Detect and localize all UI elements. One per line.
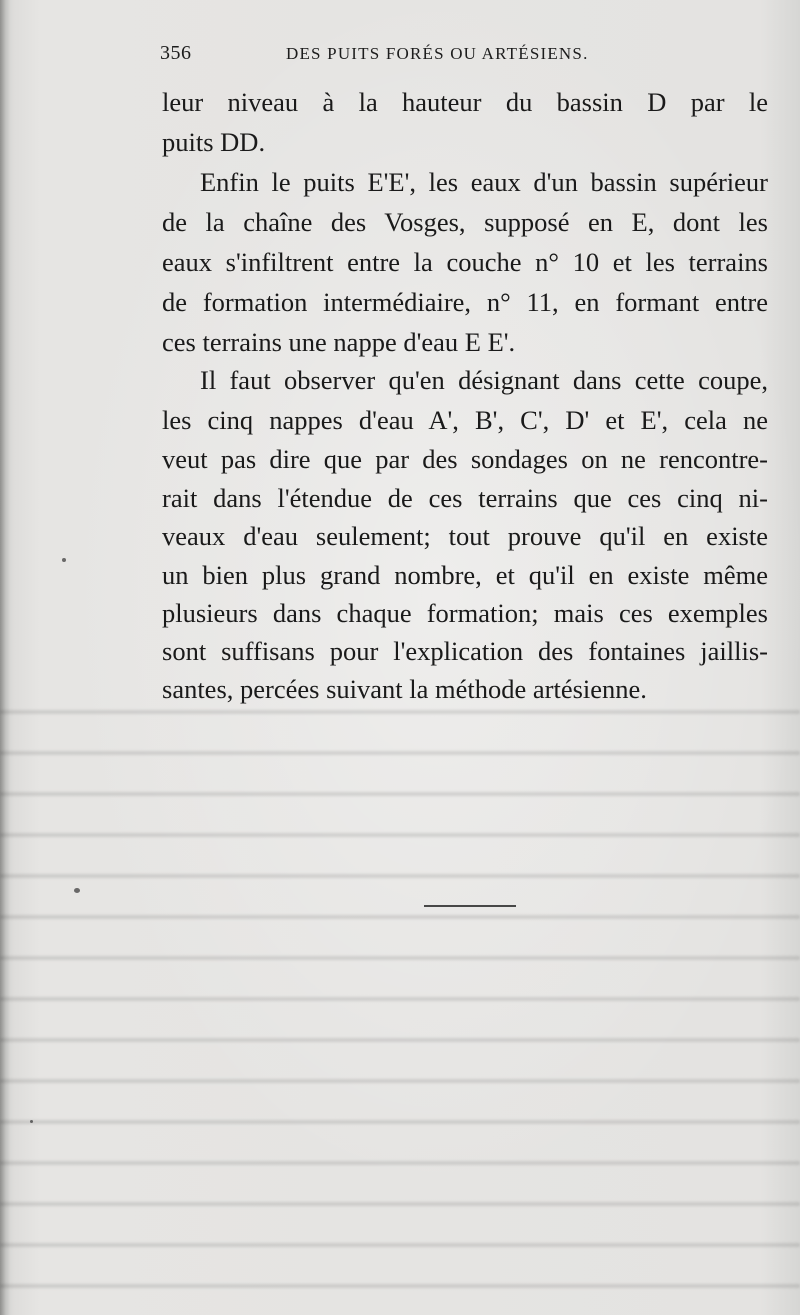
paper-speck <box>74 888 80 893</box>
text-line: rait dans l'étendue de ces terrains que ces cinq ni- <box>162 483 768 513</box>
text-line: de formation intermédiaire, n° 11, en formant entre <box>162 287 768 317</box>
paper-speck <box>62 558 66 562</box>
text-line: Enfin le puits E'E', les eaux d'un bassin supérieur <box>200 167 768 197</box>
text-line: ces terrains une nappe d'eau E E'. <box>162 327 516 357</box>
page-number: 356 <box>160 42 192 64</box>
text-line: eaux s'infiltrent entre la couche n° 10 et les terrains <box>162 247 768 277</box>
text-line: sont suffisans pour l'explication des fontaines jaillis- <box>162 636 768 666</box>
page-header <box>160 42 770 72</box>
show-through-text <box>0 690 800 1290</box>
text-line: de la chaîne des Vosges, supposé en E, dont les <box>162 207 768 237</box>
text-line: veut pas dire que par des sondages on ne rencontre- <box>162 444 768 474</box>
text-line: un bien plus grand nombre, et qu'il en existe même <box>162 560 768 590</box>
text-line: les cinq nappes d'eau A', B', C', D' et E', cela ne <box>162 405 768 435</box>
running-title: DES PUITS FORÉS OU ARTÉSIENS. <box>286 44 589 63</box>
text-line: puits DD. <box>162 127 266 157</box>
text-line: veaux d'eau seulement; tout prouve qu'il en existe <box>162 521 768 551</box>
text-line: leur niveau à la hauteur du bassin D par le <box>162 87 768 117</box>
paper-speck <box>30 1120 33 1123</box>
text-line: plusieurs dans chaque formation; mais ces exemples <box>162 598 768 628</box>
text-line: santes, percées suivant la méthode artésienne. <box>162 674 647 704</box>
section-divider <box>424 905 516 907</box>
text-line: Il faut observer qu'en désignant dans cette coupe, <box>200 365 768 395</box>
